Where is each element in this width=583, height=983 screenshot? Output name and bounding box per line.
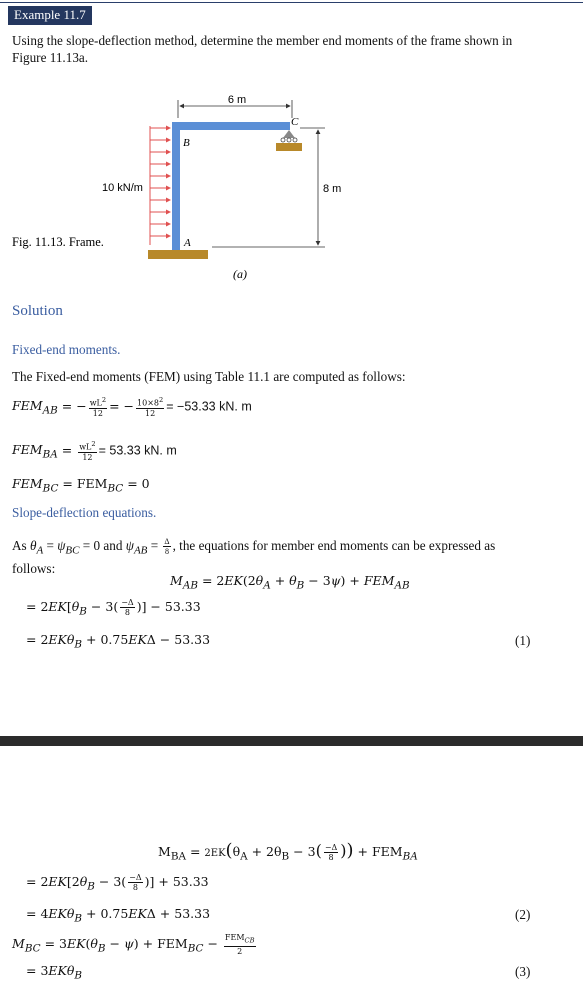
equation-number-2: (2) <box>515 907 531 922</box>
column-ab <box>172 122 180 250</box>
sd-intro-tail: , the equations for member end moments can be expressed as <box>172 538 496 553</box>
example-badge: Example 11.7 <box>8 6 92 25</box>
fem-ba-result: = 53.33 kN. m <box>98 443 177 458</box>
mba-equation: $M_{BA} = 2EK(\theta_A + 2\theta_B - 3$( $\frac{-\Delta}{8}$ )) + $FEM_{BA}$ <box>158 840 418 863</box>
beam-bc <box>172 122 290 130</box>
load-arrows <box>150 128 170 236</box>
intro-line-2: Figure 11.13a. <box>12 50 89 65</box>
roller-triangle <box>283 130 295 138</box>
mab-equation: $M_{AB} = 2EK(2\theta_A + \theta_B - 3\psi) + FEM_{AB}$ <box>170 573 410 592</box>
mba-step-2: = 4EKθ$_B$ + 0.75EKΔ + 53.33 <box>26 906 211 925</box>
equation-number-3: (3) <box>515 964 531 979</box>
fem-bc-equation: $FEM_{BC} = FEM_{BC} = 0$ <box>12 476 150 495</box>
node-label-a: A <box>184 237 191 249</box>
fem-ba-equation: $FEM_{BA}$ = $\frac{wL^2}{12}$ = 53.33 kN. m <box>12 440 177 462</box>
figure-caption: Fig. 11.13. Frame. <box>12 235 104 249</box>
mbc-step-1: = 3EKθ$_B$ <box>26 963 83 982</box>
sd-intro-follows: follows: <box>12 560 56 576</box>
mab-step-1: = $2EK[\theta_B - 3$( $\frac{-\Delta}{8}$ )] − 53.33 <box>26 598 201 618</box>
load-label: 10 kN/m <box>102 182 143 194</box>
fem-ab-result: = −53.33 kN. m <box>166 399 252 414</box>
intro-text <box>12 32 577 66</box>
sd-heading: Slope-deflection equations. <box>12 505 157 520</box>
dim-right-label: 8 m <box>323 183 342 195</box>
mab-step-2: = 2EKθ$_B$ + 0.75EKΔ − 53.33 <box>26 632 211 651</box>
fem-heading: Fixed-end moments. <box>12 342 121 357</box>
intro-line-1: Using the slope-deflection method, determine the member end moments of the frame shown in <box>12 33 513 48</box>
roller-wheel <box>287 138 291 142</box>
support-c-base <box>276 143 302 151</box>
top-rule <box>0 2 583 3</box>
roller-wheel <box>293 138 297 142</box>
fem-ab-equation: $FEM_{AB}$ = − $\frac{wL^2}{12}$ = − $\frac{10\times 8^2}{12}$ = −53.33 kN. m <box>12 396 252 418</box>
fem-intro: The Fixed-end moments (FEM) using Table 11.1 are computed as follows: <box>12 369 406 384</box>
node-label-c: C <box>291 116 299 128</box>
node-label-b: B <box>183 137 190 149</box>
solution-title: Solution <box>12 303 63 319</box>
dim-top-label: 6 m <box>227 94 247 106</box>
figure-subcaption: (a) <box>233 267 247 281</box>
frame-figure <box>0 88 583 288</box>
support-a-base <box>148 250 208 259</box>
sd-intro: As $\theta_A = \psi_{BC} = 0$ and $\psi_{AB}$ = $\frac{\Delta}{8}$ , the equations for member end moments can be expressed as follows: <box>12 537 577 577</box>
roller-wheel <box>281 138 285 142</box>
mba-step-1: = $2EK[2\theta_B - 3$( $\frac{-\Delta}{8}$ )] + 53.33 <box>26 873 209 893</box>
page-divider <box>0 736 583 746</box>
mbc-equation: $M_{BC} = 3EK(\theta_B - \psi) + FEM_{BC}$ − $\frac{FEM_{CB}}{2}$ <box>12 933 255 956</box>
equation-number-1: (1) <box>515 633 531 648</box>
